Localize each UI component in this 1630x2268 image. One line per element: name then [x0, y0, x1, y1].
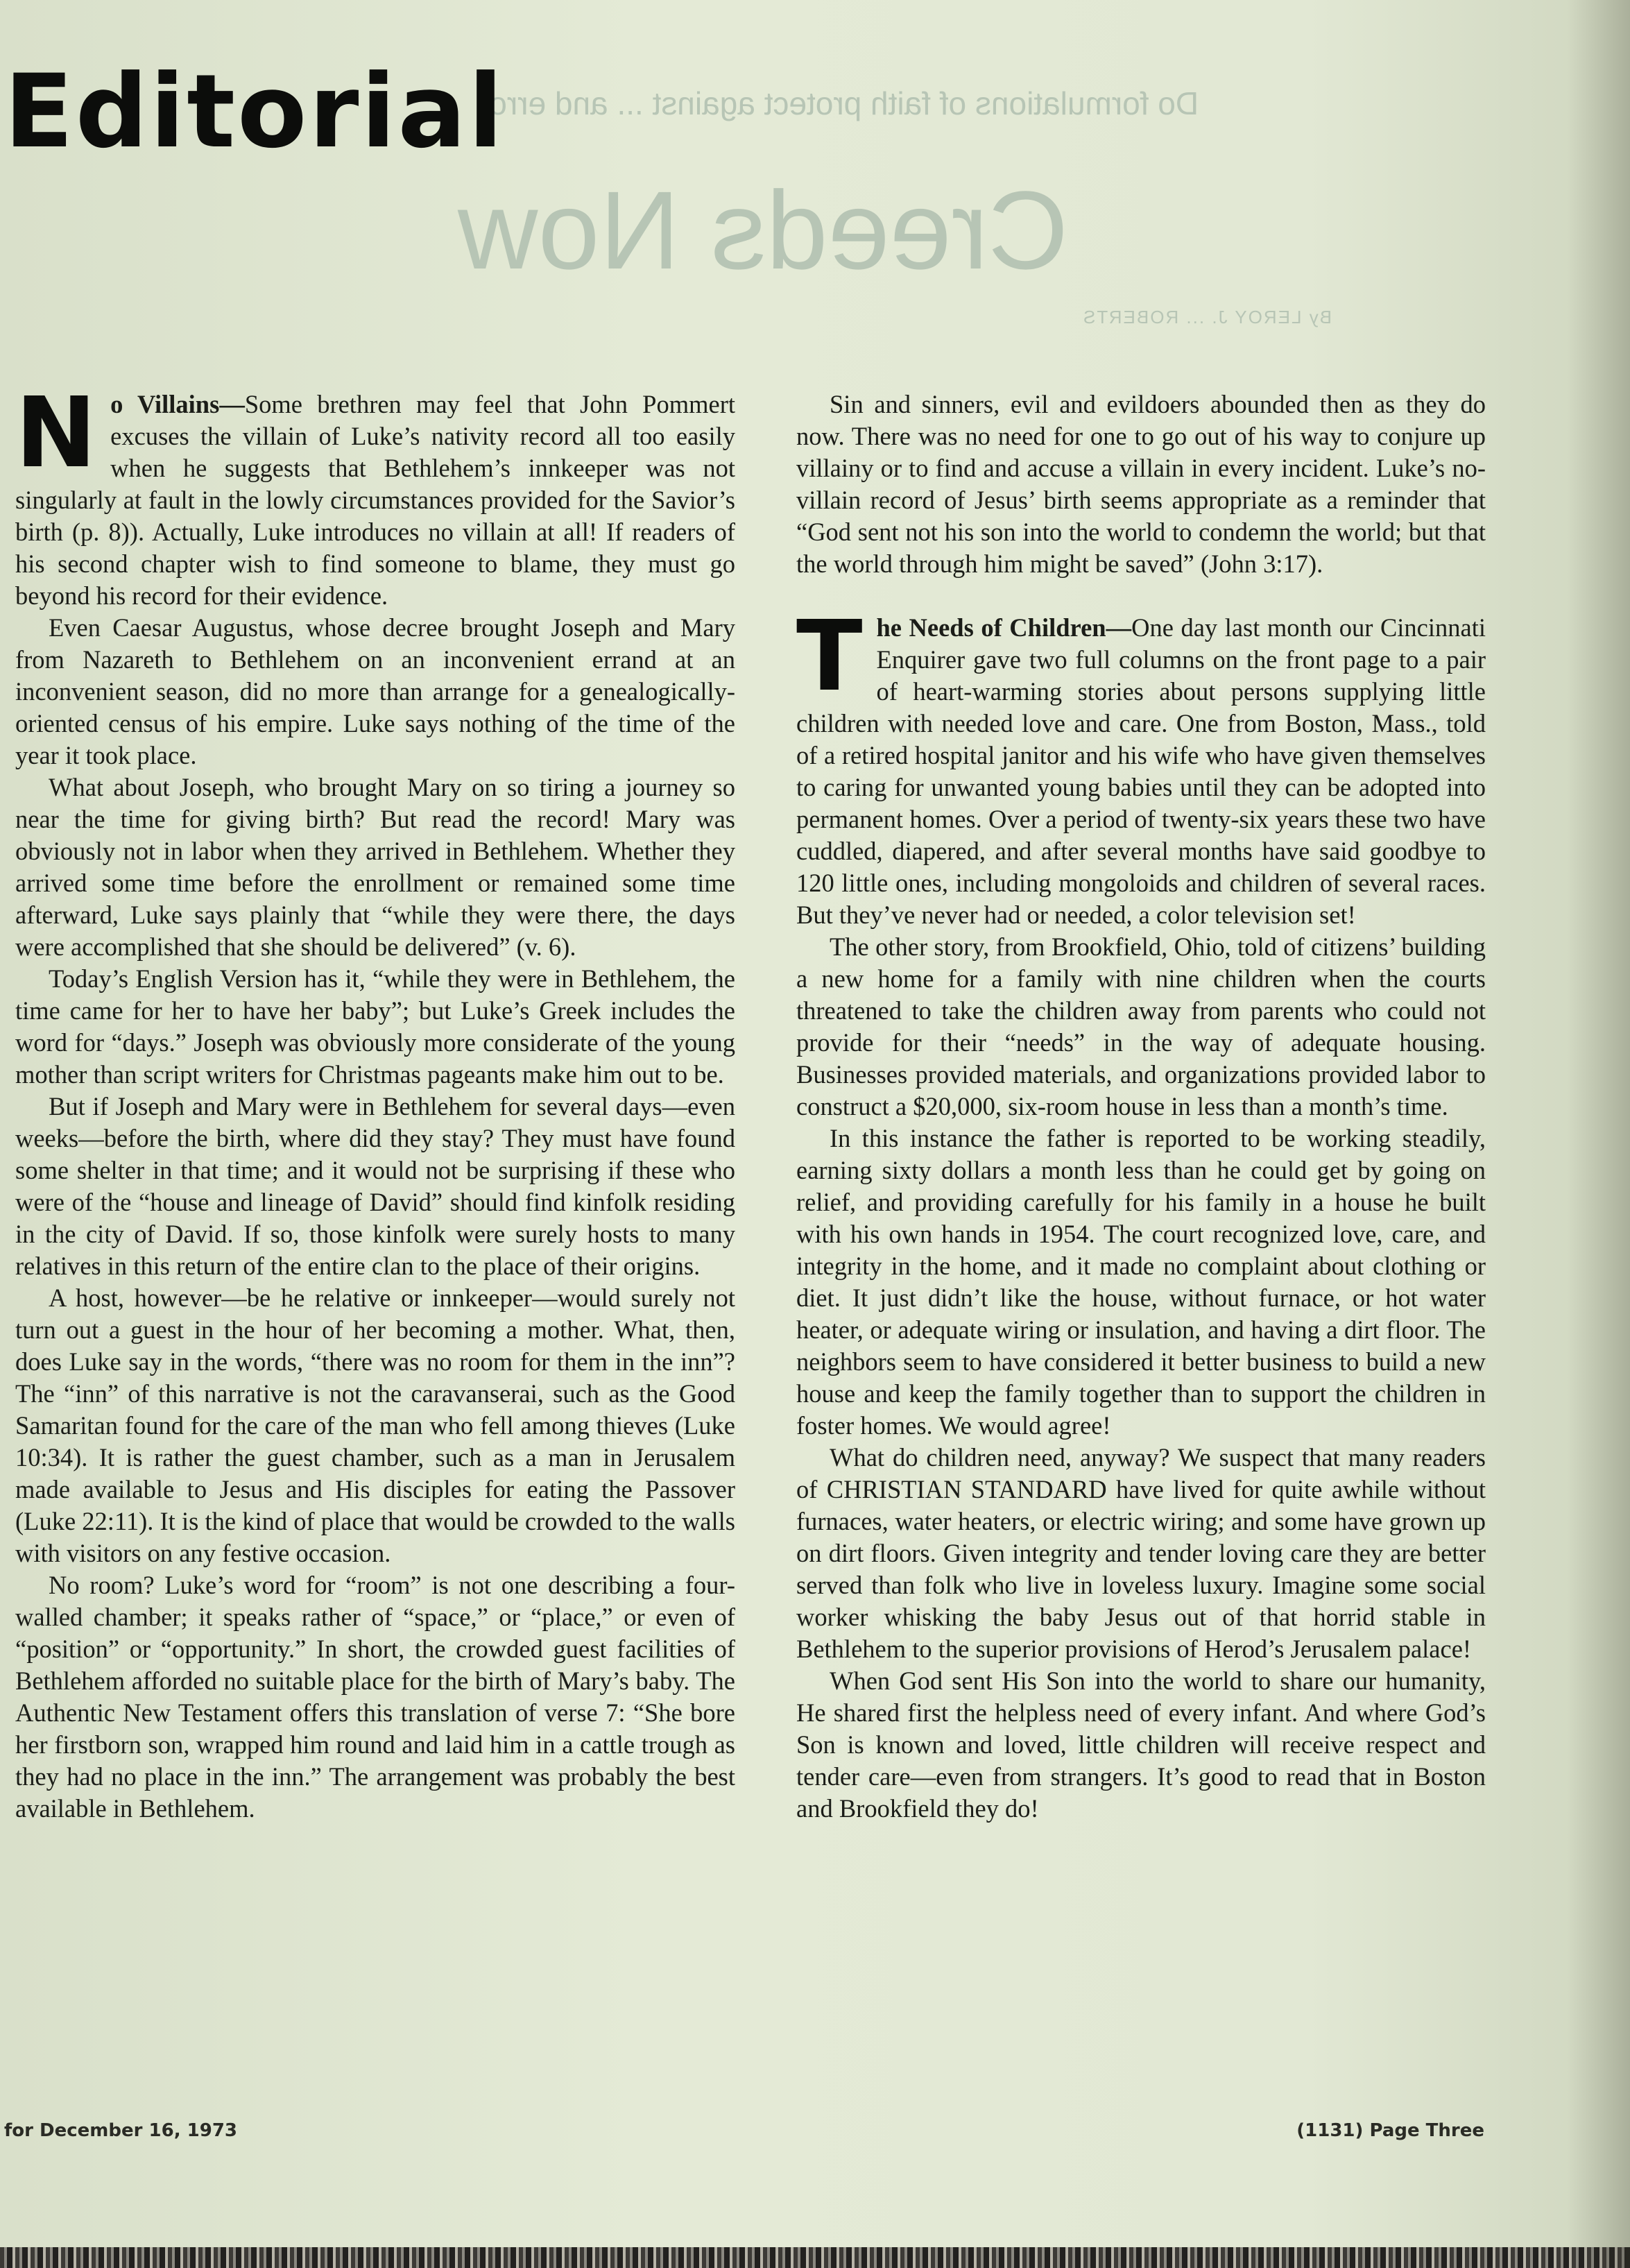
paragraph: Even Caesar Augustus, whose decree brought Joseph and Mary from Nazareth to Bethlehem on an inconvenient errand at an inconvenient season, did no more than arrange for a genealogically-oriented census of his empire. Luke says nothing of the time of the year it took place. [15, 613, 735, 769]
paragraph: What about Joseph, who brought Mary on so tiring a journey so near the time for giving birth? But read the record! Mary was obviously not in labor when they arrived in Bethlehem. Whether they arrived some time before the enrollment or remained some time afterward, Luke says plainly that “while they were there, the days were accomplished that she should be delivered” (v. 6). [15, 773, 735, 961]
paragraph [15, 377, 736, 612]
paragraph: The other story, from Brookfield, Ohio, told of citizens’ building a new home for a family with nine children when the courts threatened to take the children away from parents who could not provide for their “needs” in the way of adequate housing. Businesses provided materials, and organizations provided labor to construct a $20,000, six-room house in less than a month’s time. [796, 932, 1486, 1120]
paragraph: Sin and sinners, evil and evildoers abounded then as they do now. There was no need for one to go out of his way to conjure up villainy or to find and accuse a villain in every incident. Luke’s no-villain record of Jesus’ birth seems appropriate as a reminder that “God sent not his son into the world to condemn the world; but that the world through him might be saved” (John 3:17). [796, 390, 1486, 578]
paragraph: When God sent His Son into the world to share our humanity, He shared first the helpless need of every infant. And where God’s Son is known and loved, little children will receive respect and tender care—even from strangers. It’s good to read that in Boston and Brookfield they do! [796, 1666, 1486, 1823]
show-through-kicker: Do formulations of faith protect against ... and error [479, 85, 1199, 121]
paragraph: No room? Luke’s word for “room” is not one describing a four-walled chamber; it speaks rather of “space,” or “place,” or even of “position” or “opportunity.” In short, the crowded guest facilities of Bethlehem afforded no suitable place for the birth of Mary’s baby. The Authentic New Testament offers this translation of verse 7: “She bore her firstborn son, wrapped him round and laid him in a cattle trough as they had no place in the inn.” The arrangement was probably the best available in Bethlehem. [15, 1571, 735, 1823]
left-column [15, 377, 736, 1825]
drop-cap: N [15, 377, 97, 490]
paragraph-text: One day last month our Cincinnati Enquirer gave two full columns on the front page to a pair of heart-warming stories about persons supplying little children with needed love and care. One from Boston, Mass., told of a retired hospital janitor and his wife who have given themselves to caring for unwanted young babies until they can be adopted into permanent homes. Over a period of twenty-six years these two have cuddled, diapered, and after several months have said goodbye to 120 little ones, including mongoloids and children of several races. But they’ve never had or needed, a color television set! [796, 613, 1486, 929]
paragraph: Today’s English Version has it, “while they were in Bethlehem, the time came for her to have her baby”; but Luke’s Greek includes the word for “days.” Joseph was obviously more considerate of the young mother than script writers for Christmas pageants make him out to be. [15, 964, 735, 1089]
page-number: (1131) Page Three [1296, 2120, 1484, 2141]
paragraph: In this instance the father is reported to be working steadily, earning sixty dollars a month less than he could get by going on relief, and providing carefully for his family in a house he built with his own hands in 1954. The court recognized love, care, and integrity in the home, and it made no complaint about clothing or diet. It just didn’t like the house, without furnace, or hot water heater, or adequate wiring or insulation, and having a dirt floor. The neighbors seem to have considered it better business to build a new house and keep the family together than to support the children in foster homes. We would agree! [796, 1124, 1486, 1440]
scan-edge [0, 2247, 1630, 2268]
issue-date: for December 16, 1973 [4, 2120, 237, 2141]
paragraph-text: Some brethren may feel that John Pommert excuses the villain of Luke’s nativity record all too easily when he suggests that Bethlehem’s innkeeper was not singularly at fault in the lowly circumstances provided for the Savior’s birth (p. 8)). Actually, Luke introduces no villain at all! If readers of his second chapter wish to find someone to blame, they must go beyond his record for their evidence. [15, 390, 736, 610]
right-column [796, 389, 1486, 1825]
paragraph: What do children need, anyway? We suspect that many readers of CHRISTIAN STANDARD have lived for quite awhile without furnaces, water heaters, or electric wiring; and some have grown up on dirt floors. Given integrity and tender loving care they are better served than folk who live in loveless luxury. Imagine some social worker whisking the baby Jesus out of that horrid stable in Bethlehem to the superior provisions of Herod’s Jerusalem palace! [796, 1443, 1486, 1663]
show-through-title: Creeds Now [458, 168, 1069, 292]
paragraph: A host, however—be he relative or innkeeper—would surely not turn out a guest in the hour of her becoming a mother. What, then, does Luke say in the words, “there was no room for them in the inn”? The “inn” of this narrative is not the caravanserai, such as the Good Samaritan found for the care of the man who fell among thieves (Luke 10:34). It is rather the guest chamber, such as a man in Jerusalem made available to Jesus and His disciples for eating the Passover (Luke 22:11). It is the kind of place that would be crowded to the walls with visitors on any festive occasion. [15, 1284, 735, 1567]
section-heading: o Villains— [110, 390, 245, 418]
show-through-byline: By LEROY J. ... ROBERTS [1082, 307, 1332, 327]
drop-cap: T [796, 600, 863, 713]
paragraph [796, 600, 1486, 931]
section-heading: he Needs of Children— [876, 613, 1132, 642]
section-masthead: Editorial [4, 53, 505, 171]
paragraph: But if Joseph and Mary were in Bethlehem for several days—even weeks—before the birth, where did they stay? They must have found some shelter in that time; and it would not be surprising if these who were of the “house and lineage of David” should find kinfolk residing in the city of David. If so, those kinfolk were surely hosts to many relatives in this return of the entire clan to the place of their origins. [15, 1092, 735, 1280]
